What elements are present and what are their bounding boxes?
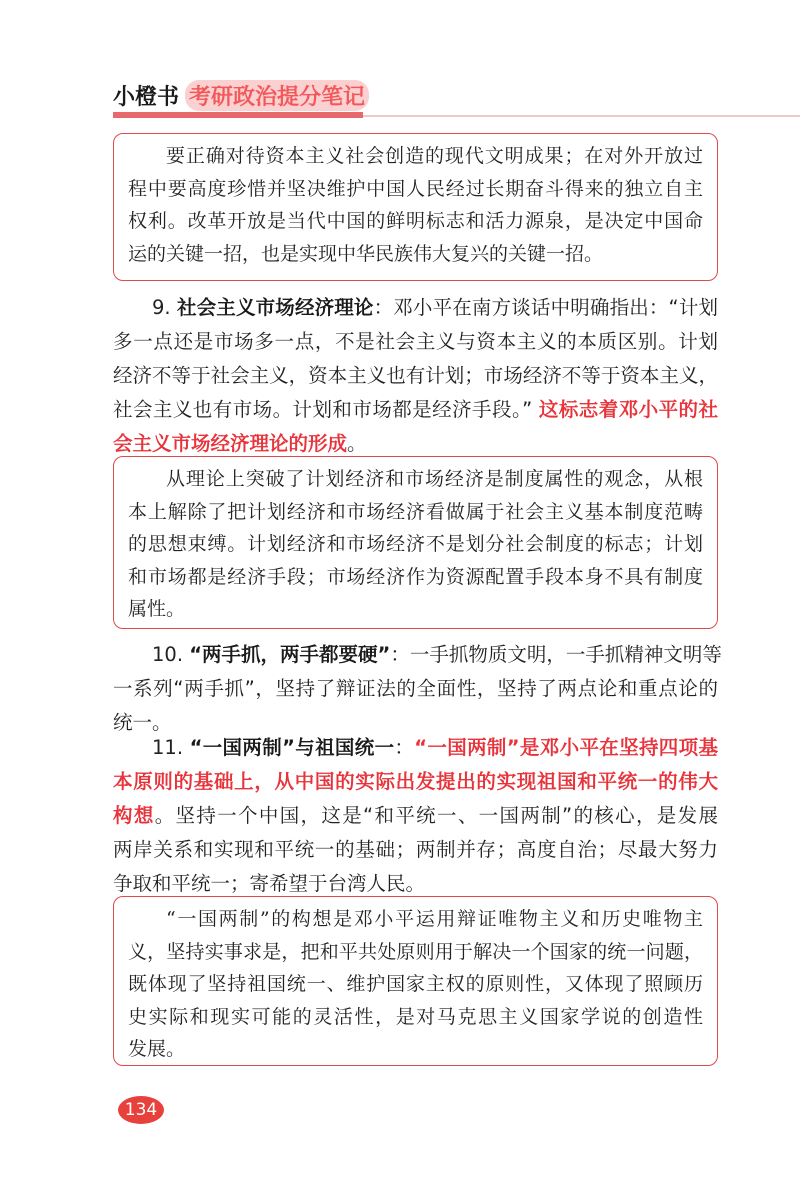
text-line [113,359,718,393]
text-line [128,903,703,936]
text-line [128,968,703,1001]
text-line [113,393,718,427]
bold-heading-text: “一国两制”与祖国统一 [189,736,395,759]
note-box-3 [113,896,718,1066]
body-text: 程中要高度珍惜并坚决维护中国人民经过长期奋斗得来的独立自主 [128,177,703,200]
body-text: 11. [152,736,190,759]
body-text: 既体现了坚持祖国统一、维护国家主权的原则性，又体现了照顾历 [128,973,703,995]
text-line [113,833,718,867]
body-text: 权利。改革开放是当代中国的鲜明标志和活力源泉，是决定中国命 [128,210,703,232]
body-text: 一系列“两手抓”，坚持了辩证法的全面性，坚持了两点论和重点论的 [113,677,718,700]
body-text: 多一点还是市场多一点，不是社会主义与资本主义的本质区别。计划 [113,330,718,353]
text-line [128,205,703,238]
body-text: 两岸关系和实现和平统一的基础；两制并存；高度自治；尽最大努力 [113,838,718,861]
text-line [128,496,703,529]
header-rule [363,115,800,117]
text-line [128,140,703,173]
bold-heading-text: 社会主义市场经济理论 [176,296,374,319]
text-line [128,1001,703,1034]
body-text: 要正确对待资本主义社会创造的现代文明成果；在对外开放过 [166,145,703,167]
text-line [113,799,718,833]
body-text: 社会主义也有市场。计划和市场都是经济手段。” [113,398,539,421]
body-text: 10. [152,643,190,666]
paragraph-10 [113,638,722,740]
body-text: ：邓小平在南方谈话中明确指出：“计划 [373,296,718,319]
note-box-1 [113,133,718,281]
body-text: 9. [152,296,177,319]
running-header [113,78,369,112]
text-line [128,936,703,969]
page-number: 134 [118,1096,164,1124]
body-text: 本上解除了把计划经济和市场经济看做属于社会主义基本制度范畴 [128,500,703,523]
text-line [128,528,703,561]
body-text: ：一手抓物质文明，一手抓精神文明等 [390,643,722,666]
text-line [113,765,718,799]
body-text: 运的关键一招，也是实现中华民族伟大复兴的关键一招。 [128,242,604,265]
body-text: ： [394,736,415,759]
text-line [128,238,703,271]
body-text: “一国两制”的构想是邓小平运用辩证唯物主义和历史唯物主 [166,908,703,930]
highlight-text: 这标志着邓小平的社 [538,398,718,421]
text-line [113,638,722,672]
body-text: 义，坚持实事求是，把和平共处原则用于解决一个国家的统一问题， [128,940,703,963]
body-text: 属性。 [128,598,186,620]
body-text: 争取和平统一；寄希望于台湾人民。 [113,872,426,895]
highlight-text: 本原则的基础上，从中国的实际出发提出的实现祖国和平统一的伟大 [113,770,718,793]
body-text: 从理论上突破了计划经济和市场经济是制度属性的观念，从根 [166,468,703,490]
body-text: 。 [347,432,367,455]
book-brand: 小橙书 [113,84,180,110]
body-text: 和市场都是经济手段；市场经济作为资源配置手段本身不具有制度 [128,565,703,588]
highlight-text: 构想 [113,804,155,827]
bold-heading-text: “两手抓，两手都要硬” [189,643,391,666]
text-line [113,672,718,706]
highlight-text: 会主义市场经济理论的形成 [113,432,348,455]
body-text: 发展。 [128,1038,186,1060]
body-text: 经济不等于社会主义，资本主义也有计划；市场经济不等于资本主义， [113,364,718,387]
paragraph-11 [113,731,718,901]
text-line [128,593,703,626]
book-subtitle: 考研政治提分笔记 [185,80,369,111]
header-rule-accent [113,112,363,118]
highlight-text: “一国两制”是邓小平在坚持四项基 [414,736,718,759]
text-line [113,325,718,359]
text-line [113,291,718,325]
text-line [128,173,703,206]
paragraph-9 [113,291,718,461]
note-box-2 [113,456,718,629]
text-line [128,463,703,496]
body-text: 统一。 [113,711,172,734]
body-text: 史实际和现实可能的灵活性，是对马克思主义国家学说的创造性 [128,1005,703,1028]
text-line [113,731,718,765]
text-line [128,1033,703,1066]
body-text: 。坚持一个中国，这是“和平统一、一国两制”的核心，是发展 [154,804,718,827]
text-line [128,561,703,594]
body-text: 的思想束缚。计划经济和市场经济不是划分社会制度的标志；计划 [128,533,703,555]
